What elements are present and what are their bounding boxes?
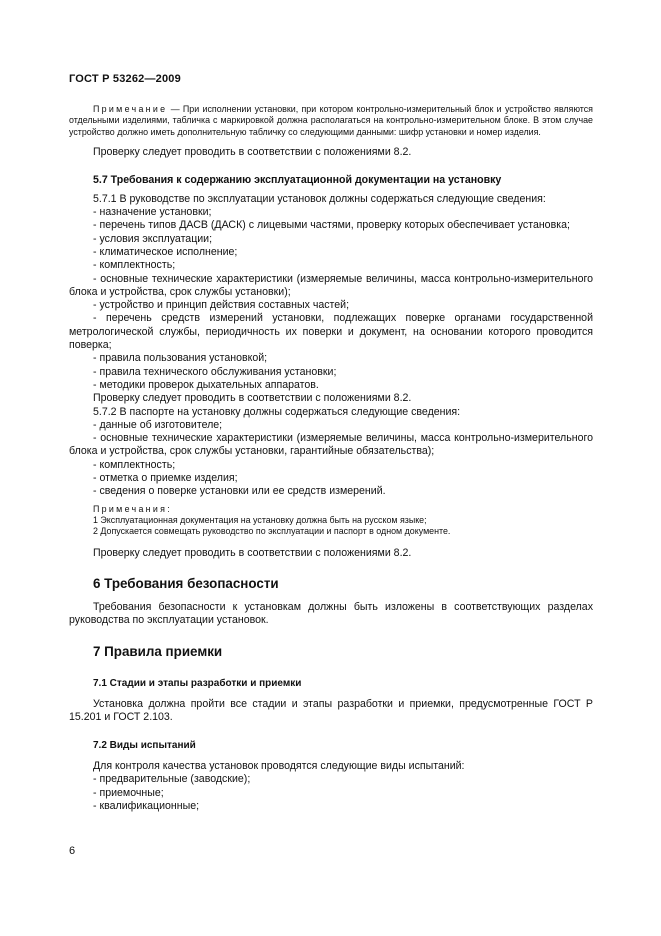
- paragraph: Проверку следует проводить в соответствии с положениями 8.2.: [93, 546, 412, 559]
- list-item: - правила технического обслуживания установки;: [93, 365, 337, 378]
- paragraph: Для контроля качества установок проводятся следующие виды испытаний:: [93, 759, 465, 772]
- list-item: - назначение установки;: [93, 206, 212, 219]
- section-heading-7: 7 Правила приемки: [93, 643, 223, 659]
- note-item: 2 Допускается совмещать руководство по эксплуатации и паспорт в одном документе.: [93, 526, 451, 537]
- list-item: - перечень средств измерений установки, подлежащих поверке органами государственной метрологической службы, периодичность их поверки и документ, на основании которого проводится поверка;: [69, 312, 593, 352]
- section-heading-7-2: 7.2 Виды испытаний: [93, 739, 196, 751]
- paragraph: Требования безопасности к установкам должны быть изложены в соответствующих разделах руководства по эксплуатации установок.: [69, 601, 593, 627]
- document-header: ГОСТ Р 53262—2009: [69, 73, 181, 85]
- section-heading-7-1: 7.1 Стадии и этапы разработки и приемки: [93, 677, 302, 689]
- paragraph: 5.7.2 В паспорте на установку должны содержаться следующие сведения:: [93, 405, 461, 418]
- list-item: - квалификационные;: [93, 799, 200, 812]
- note-text: — При исполнении установки, при котором контрольно-измерительный блок и устройство являются отдельными изделиями, табличка с маркировкой должна располагаться на контрольно-измерительном блоке. В этом случае устройство должно иметь дополнительную табличку со следующими данными: шифр установки и номер изделия.: [69, 104, 593, 137]
- note-label: Примечание: [93, 104, 168, 114]
- list-item: - комплектность;: [93, 458, 176, 471]
- page-content: [69, 104, 593, 813]
- list-item: - климатическое исполнение;: [93, 246, 238, 258]
- note-paragraph: [69, 104, 593, 138]
- page-number: 6: [69, 845, 76, 857]
- list-item: - приемочные;: [93, 786, 164, 799]
- list-item: - сведения о поверке установки или ее средств измерений.: [93, 485, 386, 498]
- paragraph: Проверку следует проводить в соответствии с положениями 8.2.: [93, 146, 412, 159]
- list-item: - перечень типов ДАСВ (ДАСК) с лицевыми частями, проверку которых обеспечивает установка;: [93, 219, 570, 232]
- list-item: - устройство и принцип действия составных частей;: [93, 299, 350, 312]
- list-item: - основные технические характеристики (измеряемые величины, масса контрольно-измерительного блока и устройства, срок службы установки, гарантийные обязательства);: [69, 432, 593, 458]
- paragraph: 5.7.1 В руководстве по эксплуатации установок должны содержаться следующие сведения:: [93, 192, 546, 205]
- list-item: - отметка о приемке изделия;: [93, 472, 238, 485]
- list-item: - правила пользования установкой;: [93, 352, 268, 365]
- list-item: - данные об изготовителе;: [93, 418, 223, 431]
- list-item: - основные технические характеристики (измеряемые величины, масса контрольно-измерительного блока и устройства, срок службы установки);: [69, 272, 593, 298]
- list-item: - методики проверок дыхательных аппаратов.: [93, 378, 319, 391]
- section-heading-6: 6 Требования безопасности: [93, 576, 279, 592]
- notes-label: Примечания:: [93, 503, 173, 514]
- paragraph: Проверку следует проводить в соответствии с положениями 8.2.: [93, 392, 412, 405]
- note-item: 1 Эксплуатационная документация на установку должна быть на русском языке;: [93, 515, 427, 526]
- list-item: - предварительные (заводские);: [93, 773, 251, 786]
- section-heading-5-7: 5.7 Требования к содержанию эксплуатационной документации на установку: [93, 173, 502, 186]
- list-item: - комплектность;: [93, 259, 176, 272]
- paragraph: Установка должна пройти все стадии и этапы разработки и приемки, предусмотренные ГОСТ Р 15.201 и ГОСТ 2.103.: [69, 698, 593, 724]
- list-item: - условия эксплуатации;: [93, 232, 213, 245]
